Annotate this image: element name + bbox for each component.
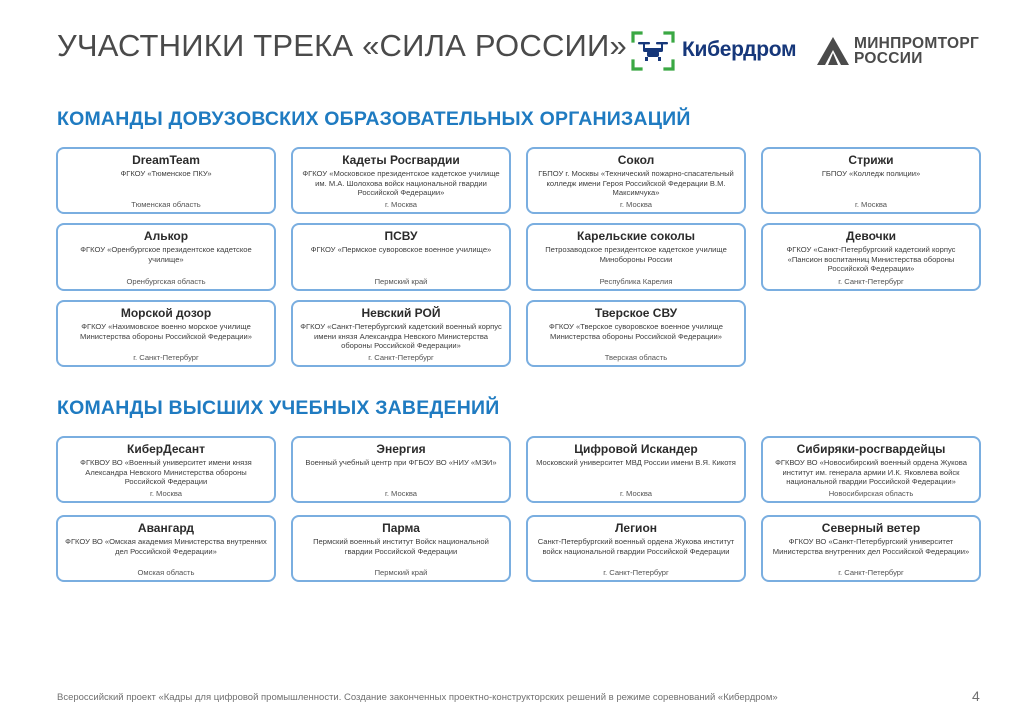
team-card <box>761 147 981 214</box>
team-card <box>56 515 276 582</box>
team-organization: ФГКОУ «Московское президентское кадетское училище им. М.А. Шолохова войск национальной гвардии Российской Федерации» <box>302 169 500 198</box>
team-location: Тюменская область <box>131 200 201 209</box>
team-name: Невский РОЙ <box>361 306 441 320</box>
team-name: Морской дозор <box>120 306 212 320</box>
team-location: Омская область <box>137 568 195 577</box>
minpromtorg-wordmark: МИНПРОМТОРГ РОССИИ <box>854 35 980 67</box>
team-card <box>761 223 981 291</box>
team-location: Новосибирская область <box>828 489 914 498</box>
team-name: Северный ветер <box>821 521 921 535</box>
team-organization: ФГКВОУ ВО «Новосибирский военный ордена Жукова институт им. генерала армии И.К. Яковлева войск национальной гвардии Российской Федерации» <box>775 458 967 487</box>
team-card <box>56 147 276 214</box>
team-organization: ФГКОУ «Тюменское ПКУ» <box>120 169 212 178</box>
minpromtorg-logo <box>816 28 996 74</box>
team-location: г. Москва <box>855 200 887 209</box>
team-name: Кадеты Росгвардии <box>342 153 460 167</box>
team-organization: ФГКОУ «Санкт-Петербургский кадетский военный корпус имени князя Александра Невского Министерства обороны Российской Федерации» <box>300 322 502 351</box>
team-organization: Московский университет МВД России имени В.Я. Кикотя <box>536 458 736 467</box>
team-organization: ФГКОУ «Оренбургское президентское кадетское училище» <box>80 245 252 264</box>
footer-text: Всероссийский проект «Кадры для цифровой промышленности. Создание законченных проектно-конструкторских решений в режиме соревнований «Кибердром» <box>57 692 778 703</box>
team-card <box>526 147 746 214</box>
section-title-universities: КОМАНДЫ ВЫСШИХ УЧЕБНЫХ ЗАВЕДЕНИЙ <box>57 397 500 419</box>
team-card <box>526 436 746 503</box>
team-organization: ФГКОУ «Тверское суворовское военное училище Министерства обороны Российской Федерации» <box>549 322 723 341</box>
team-location: г. Москва <box>150 489 182 498</box>
team-card <box>56 436 276 503</box>
team-card <box>526 515 746 582</box>
team-name: Парма <box>382 521 420 535</box>
team-location: г. Санкт-Петербург <box>368 353 434 362</box>
team-card <box>761 436 981 503</box>
team-organization: ГБПОУ «Колледж полиции» <box>821 169 921 178</box>
team-name: Сибиряки-росгвардейцы <box>796 442 946 456</box>
cyberdrom-wordmark: Кибердром <box>682 38 797 61</box>
team-organization: Санкт-Петербургский военный ордена Жукова институт войск национальной гвардии Российской Федерации <box>537 537 735 556</box>
team-name: Энергия <box>376 442 426 456</box>
team-organization: Пермский военный институт Войск национальной гвардии Российской Федерации <box>313 537 489 556</box>
team-name: КиберДесант <box>127 442 205 456</box>
team-location: Пермский край <box>374 568 428 577</box>
team-organization: ФГКОУ «Пермское суворовское военное училище» <box>310 245 492 254</box>
team-card <box>291 223 511 291</box>
team-organization: Военный учебный центр при ФГБОУ ВО «НИУ «МЭИ» <box>305 458 497 467</box>
team-organization: ФГКВОУ ВО «Военный университет имени князя Александра Невского Министерства обороны Российской Федерации <box>80 458 252 487</box>
minpromtorg-emblem-icon <box>816 36 850 66</box>
team-card <box>291 147 511 214</box>
team-card <box>526 300 746 367</box>
drone-icon <box>630 30 676 72</box>
team-organization: ФГКОУ ВО «Санкт-Петербургский университет Министерства внутренних дел Российской Федерации» <box>772 537 970 556</box>
team-location: г. Санкт-Петербург <box>838 277 904 286</box>
team-location: Тверская область <box>604 353 668 362</box>
team-location: г. Москва <box>385 200 417 209</box>
team-location: г. Санкт-Петербург <box>838 568 904 577</box>
team-card <box>526 223 746 291</box>
team-location: Республика Карелия <box>599 277 673 286</box>
page-number: 4 <box>972 688 980 704</box>
team-location: г. Москва <box>385 489 417 498</box>
team-name: Тверское СВУ <box>594 306 678 320</box>
team-name: Алькор <box>143 229 189 243</box>
team-name: Стрижи <box>848 153 894 167</box>
team-location: г. Санкт-Петербург <box>133 353 199 362</box>
team-organization: ГБПОУ г. Москвы «Технический пожарно-спасательный колледж имени Героя Российской Федерации В.М. Максимчука» <box>538 169 734 198</box>
team-name: Авангард <box>137 521 195 535</box>
team-name: Сокол <box>617 153 655 167</box>
team-name: Карельские соколы <box>577 229 695 243</box>
team-card <box>56 300 276 367</box>
team-name: Легион <box>614 521 658 535</box>
team-name: Девочки <box>846 229 896 243</box>
team-organization: ФГКОУ «Санкт-Петербургский кадетский корпус «Пансион воспитанниц Министерства обороны Российской Федерации» <box>786 245 956 274</box>
team-card <box>291 300 511 367</box>
team-name: ПСВУ <box>384 229 418 243</box>
team-card <box>291 436 511 503</box>
team-location: г. Москва <box>620 489 652 498</box>
team-location: Пермский край <box>374 277 428 286</box>
logos <box>630 28 990 74</box>
page-title: УЧАСТНИКИ ТРЕКА «СИЛА РОССИИ» <box>57 28 627 63</box>
team-card <box>761 515 981 582</box>
team-location: г. Санкт-Петербург <box>603 568 669 577</box>
team-location: Оренбургская область <box>126 277 206 286</box>
section-title-precollege: КОМАНДЫ ДОВУЗОВСКИХ ОБРАЗОВАТЕЛЬНЫХ ОРГАНИЗАЦИЙ <box>57 108 691 130</box>
cyberdrom-logo <box>630 28 805 74</box>
team-card <box>56 223 276 291</box>
team-organization: Петрозаводское президентское кадетское училище Минобороны России <box>545 245 727 264</box>
team-name: Цифровой Искандер <box>574 442 698 456</box>
team-card <box>291 515 511 582</box>
team-name: DreamTeam <box>132 153 200 167</box>
team-organization: ФГКОУ ВО «Омская академия Министерства внутренних дел Российской Федерации» <box>65 537 267 556</box>
team-organization: ФГКОУ «Нахимовское военно морское училище Министерства обороны Российской Федерации» <box>80 322 252 341</box>
team-location: г. Москва <box>620 200 652 209</box>
